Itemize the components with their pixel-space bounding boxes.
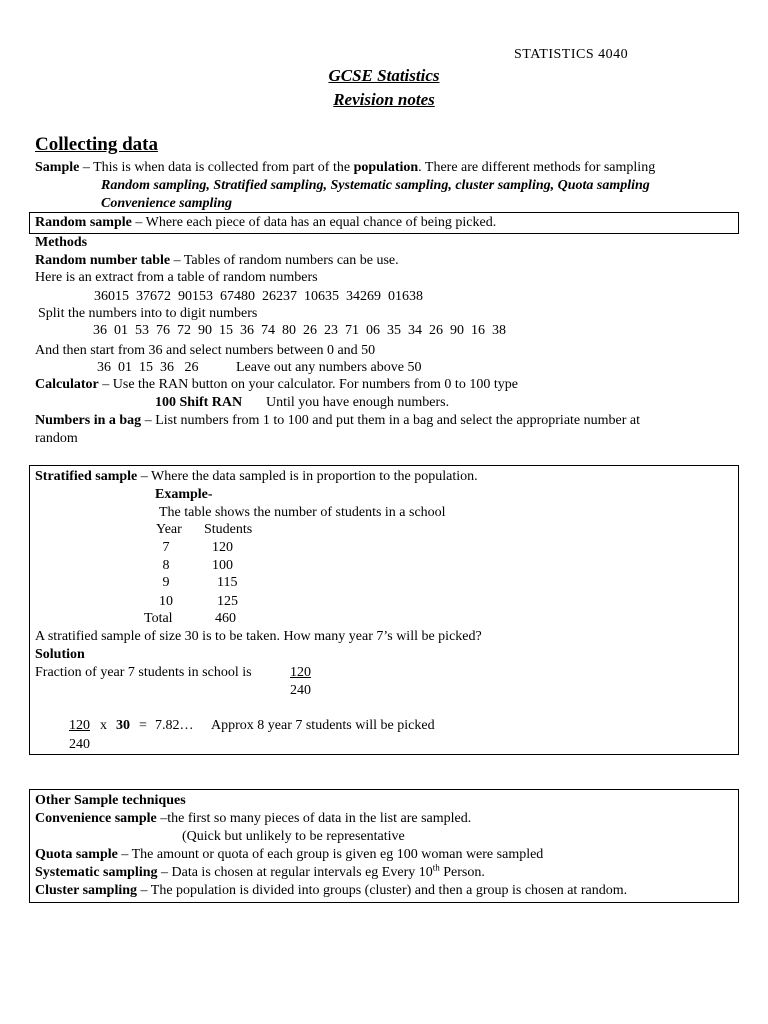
random-numbers-extract: 36015 37672 90153 67480 26237 10635 34269 01638	[94, 289, 423, 304]
methods-heading: Methods	[35, 235, 88, 250]
sampling-methods-list: Random sampling, Stratified sampling, Systematic sampling, cluster sampling, Quota sampling	[101, 178, 650, 193]
table-intro: The table shows the number of students in a school	[159, 505, 446, 520]
random-sample-term: Random sample	[35, 215, 132, 230]
population-word: population	[353, 160, 419, 175]
fraction-text: Fraction of year 7 students in school is	[35, 665, 252, 680]
table-row-students: 100	[212, 558, 233, 573]
calculator-keys: 100 Shift RAN	[155, 395, 243, 410]
col-header-students: Students	[204, 522, 253, 537]
two-digit-numbers: 36 01 53 76 72 90 15 36 74 80 26 23 71 06 35 34 26 90 16 38	[93, 323, 506, 338]
table-row-students: 115	[217, 575, 238, 590]
split-intro: Split the numbers into to digit numbers	[38, 306, 258, 321]
total-value: 460	[215, 611, 236, 626]
sample-term: Sample	[35, 160, 80, 175]
stratified-sample-definition: Stratified sample – Where the data sampled is in proportion to the population.	[35, 469, 478, 484]
convenience-note: (Quick but unlikely to be representative	[182, 829, 405, 844]
fraction-denominator: 240	[290, 683, 311, 698]
table-row-students: 125	[217, 594, 238, 609]
section-heading-collecting-data: Collecting data	[35, 134, 158, 155]
solution-label: Solution	[35, 647, 85, 662]
calc-equals: =	[139, 718, 147, 733]
calculator-until: Until you have enough numbers.	[266, 395, 450, 410]
example-label: Example-	[155, 487, 213, 502]
leave-out-note: Leave out any numbers above 50	[236, 360, 422, 375]
total-label: Total	[144, 611, 173, 626]
table-row-students: 120	[212, 540, 233, 555]
page-subtitle: Revision notes	[333, 90, 435, 109]
numbers-in-bag-method: Numbers in a bag – List numbers from 1 to 100 and put them in a bag and select the appropriate number at	[35, 413, 640, 428]
random-number-table-method: Random number table – Tables of random numbers can be use.	[35, 253, 399, 268]
fraction-numerator: 120	[290, 665, 311, 680]
calculator-method: Calculator – Use the RAN button on your calculator. For numbers from 0 to 100 type	[35, 377, 518, 392]
numbers-in-bag-method-cont: random	[35, 431, 78, 446]
cluster-sampling-definition: Cluster sampling – The population is divided into groups (cluster) and then a group is chosen at random.	[35, 883, 628, 898]
calc-sample-size: 30	[116, 718, 130, 733]
calc-denominator: 240	[69, 737, 90, 752]
table-row-year: 7	[162, 540, 170, 555]
calc-result: 7.82…	[155, 718, 194, 733]
calc-multiply: x	[100, 718, 107, 733]
calc-numerator: 120	[69, 718, 90, 733]
select-intro: And then start from 36 and select numbers between 0 and 50	[35, 343, 376, 358]
random-sample-definition: Random sample – Where each piece of data has an equal chance of being picked.	[35, 215, 497, 230]
stratified-question: A stratified sample of size 30 is to be taken. How many year 7’s will be picked?	[35, 629, 482, 644]
col-header-year: Year	[156, 522, 182, 537]
other-techniques-heading: Other Sample techniques	[35, 793, 186, 808]
sample-definition: Sample – This is when data is collected from part of the population. There are different methods for sampling	[35, 160, 656, 175]
quota-sample-definition: Quota sample – The amount or quota of each group is given eg 100 woman were sampled	[35, 847, 544, 862]
systematic-sampling-definition: Systematic sampling – Data is chosen at regular intervals eg Every 10th Person.	[35, 862, 485, 880]
calc-conclusion: Approx 8 year 7 students will be picked	[211, 718, 435, 733]
table-row-year: 10	[159, 594, 173, 609]
extract-intro: Here is an extract from a table of random numbers	[35, 270, 318, 285]
table-row-year: 9	[162, 575, 170, 590]
page-title: GCSE Statistics	[328, 66, 440, 85]
course-code: STATISTICS 4040	[514, 47, 629, 62]
table-row-year: 8	[162, 558, 170, 573]
selected-numbers: 36 01 15 36 26	[97, 360, 199, 375]
sampling-methods-list-cont: Convenience sampling	[101, 196, 233, 211]
convenience-sample-definition: Convenience sample –the first so many pieces of data in the list are sampled.	[35, 811, 472, 826]
